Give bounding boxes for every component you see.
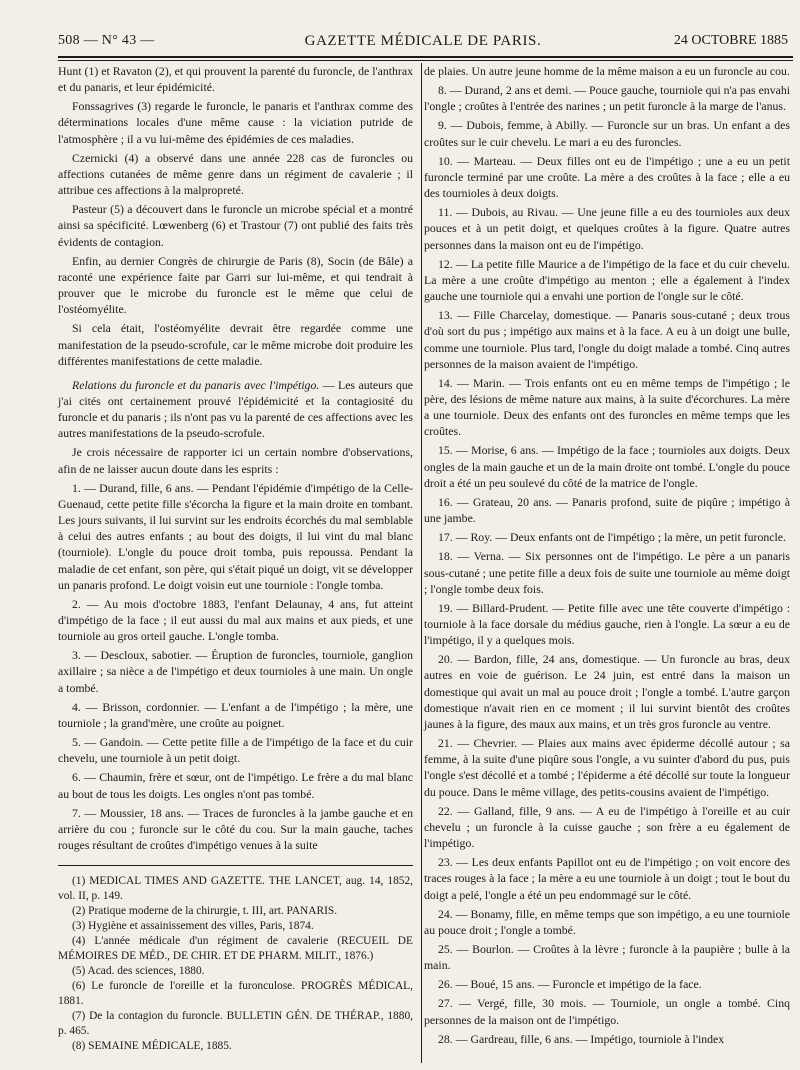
- footnote-separator: [58, 865, 413, 866]
- case-observation: 28. — Gardreau, fille, 6 ans. — Impétigo, tourniole à l'index: [438, 1031, 725, 1046]
- case-observation: 22. — Galland, fille, 9 ans. — A eu de l'impétigo à l'oreille et au cuir chevelu ; un furoncle à la cuisse gauche ; son frère a eu également de l'impétigo.: [424, 803, 790, 851]
- case-observation: 10. — Marteau. — Deux filles ont eu de l'impétigo ; une a eu un petit furoncle terminé par une croûte. La mère a des croûtes à la face ; elle a eu des tournioles à deux doigts.: [424, 153, 790, 201]
- case-observation: 17. — Roy. — Deux enfants ont de l'impétigo ; la mère, un petit furoncle.: [438, 530, 786, 545]
- issue-date: 24 OCTOBRE 1885: [673, 33, 788, 48]
- case-observation: 11. — Dubois, au Rivau. — Une jeune fille a eu des tournioles aux deux pouces et à un petit doigt, et quelques croûtes à la figure. Quatre autres personnes dans la maison ont eu de l'impétigo.: [424, 205, 790, 252]
- column-divider: [421, 63, 422, 1063]
- case-observation: 9. — Dubois, femme, à Abilly. — Furoncle sur un bras. Un enfant a des croûtes sur le cuir chevelu. Le mari a eu des furoncles.: [424, 118, 790, 149]
- case-observation: 18. — Verna. — Six personnes ont de l'impétigo. Le père a un panaris sous-cutané ; une petite fille a deux fois de suite une tourniole au même doigt ; l'ongle tombe deux fois.: [424, 549, 790, 596]
- case-observation: 8. — Durand, 2 ans et demi. — Pouce gauche, tourniole qui n'a pas envahi l'ongle ; croûtes à l'entrée des narines ; un petit furoncle à la marge de l'anus.: [424, 83, 791, 114]
- paragraph: Pasteur (5) a découvert dans le furoncle un microbe spécial et a montré ainsi sa spécificité. Lœwenberg (6) et Trastour (7) ont publié des faits très évidents de contagion.: [58, 202, 413, 249]
- page-number-issue: 508 — N° 43 —: [58, 33, 155, 48]
- footnote: (1) MEDICAL TIMES AND GAZETTE. THE LANCET, aug. 14, 1852, vol. II, p. 149.: [58, 875, 413, 903]
- case-observation: 3. — Descloux, sabotier. — Éruption de furoncles, tourniole, ganglion axillaire ; sa nièce a de l'impétigo et deux tournioles à une main. Un ongle a tombé.: [58, 648, 413, 695]
- intro-paragraph: Je crois nécessaire de rapporter ici un certain nombre d'observations, afin de ne laisser aucun doute dans les esprits :: [58, 445, 413, 476]
- case-observation: 21. — Chevrier. — Plaies aux mains avec épiderme décollé autour ; sa femme, à la suite d'une piqûre sous l'ongle, a vu suinter d'abord du pus, puis l'ongle s'est décollé et a tombé ; l'épiderme a été décollé sur toute la longueur du pouce. Dans le même village, des petits-cousins avaient de l'impétigo.: [424, 736, 790, 799]
- footnote: (5) Acad. des sciences, 1880.: [72, 965, 205, 978]
- case-observation: 6. — Chaumin, frère et sœur, ont de l'impétigo. Le frère a du mal blanc au bout de tous les doigts. Les ongles n'ont pas tombé.: [58, 770, 413, 801]
- footnote: (4) L'année médicale d'un régiment de cavalerie (RECUEIL DE MÉMOIRES DE MÉD., DE CHIR. ET DE PHARM. MILIT., 1876.): [58, 935, 413, 963]
- case-observation: 7. — Moussier, 18 ans. — Traces de furoncles à la jambe gauche et en arrière du cou ; furoncle sur le côté du cou. Sur la main gauche, taches rouges résultant de croûtes d'impétigo venues à la suite: [58, 805, 413, 853]
- left-column: [58, 63, 413, 1063]
- footnotes: [58, 874, 413, 1054]
- case-observation: 24. — Bonamy, fille, en même temps que son impétigo, a eu une tourniole au pouce droit ; l'ongle a tombé.: [424, 906, 790, 937]
- case-observation: 19. — Billard-Prudent. — Petite fille avec une tête couverte d'impétigo : tourniole à la face dorsale du médius gauche, rien à l'ongle. La sœur a eu de l'impétigo, il y a quelques mois.: [424, 600, 790, 648]
- case-observation: 20. — Bardon, fille, 24 ans, domestique. — Un furoncle au bras, deux autres en voie de guérison. Le 24 juin, est entré dans la maison un domestique qui avait un mal au pouce droit ; l'ongle a tombé. L'autre garçon domestique n'avait rien en ce moment ; il lui survint bientôt des croûtes jaunes à la figure, des maux aux mains, et un très gros furoncle au ventre.: [424, 652, 790, 731]
- case-observation: 23. — Les deux enfants Papillot ont eu de l'impétigo ; on voit encore des traces rouges à la face ; la mère a eu une tourniole à un doigt ; tout le bout du doigt a pelé, l'ongle a été un peu endommagé sur le côté.: [424, 855, 790, 902]
- case-observation: 12. — La petite fille Maurice a de l'impétigo de la face et du cuir chevelu. La mère a une croûte d'impétigo au menton ; elle a également à l'index gauche une tourniole qui a envahi une portion de l'ongle sur le côté.: [424, 256, 790, 304]
- footnote: (3) Hygiène et assainissement des villes, Paris, 1874.: [72, 920, 314, 933]
- paragraph-continued: de plaies. Un autre jeune homme de la même maison a eu un furoncle au cou.: [424, 64, 790, 78]
- case-observation: 1. — Durand, fille, 6 ans. — Pendant l'épidémie d'impétigo de la Celle-Guenaud, cette petite fille s'écorcha la figure et la main droite en tombant. Les jours suivants, il lui survint sur les endroits écorchés du mal semblable à celui des autres enfants ; au bout des doigts, il lui vint du mal blanc (tourniole). L'ongle du pouce droit tomba, puis repoussa. Pendant la maladie de cet enfant, son père, qui s'était piqué un doigt, vit se développer un panaris profond. Le doigt voisin eut une tourniole : l'ongle tomba.: [58, 480, 413, 592]
- section-text: — Les auteurs que j'ai cités ont certainement prouvé l'épidémicité et la contagiosité du furoncle et du panaris ; ils n'ont pas vu la parenté de ces affections avec les autres manifestations de la pseudo-scrofule.: [58, 377, 413, 441]
- section-title: Relations du furoncle et du panaris avec l'impétigo.: [72, 377, 320, 392]
- case-observation: 15. — Morise, 6 ans. — Impétigo de la face ; tournioles aux doigts. Deux ongles de la main gauche et un de la main droite ont tombé. L'ongle du pouce droit a été un peu soulevé du côté de la matrice de l'ongle.: [424, 443, 790, 490]
- footnote: (8) SEMAINE MÉDICALE, 1885.: [72, 1040, 232, 1053]
- case-observation: 4. — Brisson, cordonnier. — L'enfant a de l'impétigo ; la mère, une tourniole ; la grand'mère, une croûte au poignet.: [58, 699, 413, 730]
- right-column: [424, 63, 790, 1063]
- header-rule-thick: [58, 56, 793, 58]
- case-observation: 27. — Vergé, fille, 30 mois. — Tourniole, un ongle a tombé. Cinq personnes de la maison ont de l'impétigo.: [424, 996, 790, 1027]
- case-observation: 16. — Grateau, 20 ans. — Panaris profond, suite de piqûre ; impétigo à une jambe.: [424, 494, 790, 526]
- paragraph: Enfin, au dernier Congrès de chirurgie de Paris (8), Socin (de Bâle) a raconté une expérience faite par Garri sur lui-même, et qui tendrait à prouver que le microbe du furoncle est le même que celui de l'ostéomyélite.: [58, 253, 413, 317]
- case-observation: 14. — Marin. — Trois enfants ont eu en même temps de l'impétigo ; le père, des lésions de même nature aux mains, à la suite d'écorchures. La mère a une tourniole. Deux des enfants ont des furoncles en même temps que les croûtes.: [424, 375, 790, 439]
- footnote: (6) Le furoncle de l'oreille et la furonculose. PROGRÈS MÉDICAL, 1881.: [58, 980, 413, 1008]
- page-header: [58, 33, 788, 53]
- header-rule-thin: [58, 60, 793, 61]
- paragraph: Fonssagrives (3) regarde le furoncle, le panaris et l'anthrax comme des déterminations locales d'une même cause : la viciation putride de l'atmosphère ; il a vu lui-même des épidémies de ces maladies.: [58, 99, 413, 146]
- case-observation: 5. — Gandoin. — Cette petite fille a de l'impétigo de la face et du cuir chevelu, une tourniole à un petit doigt.: [58, 735, 413, 766]
- footnote: (2) Pratique moderne de la chirurgie, t. III, art. PANARIS.: [72, 905, 338, 918]
- case-observation: 25. — Bourlon. — Croûtes à la lèvre ; furoncle à la paupière ; bulle à la main.: [424, 941, 790, 973]
- case-observation: 2. — Au mois d'octobre 1883, l'enfant Delaunay, 4 ans, fut atteint d'impétigo de la face ; il eut aussi du mal aux mains et aux pieds, et une tourniole au gros orteil gauche. L'ongle tomba.: [58, 596, 413, 644]
- journal-title: GAZETTE MÉDICALE DE PARIS.: [304, 33, 542, 49]
- footnote: (7) De la contagion du furoncle. BULLETIN GÉN. DE THÉRAP., 1880, p. 465.: [58, 1010, 413, 1038]
- section-paragraph: [58, 377, 413, 442]
- case-observation: 26. — Boué, 15 ans. — Furoncle et impétigo de la face.: [438, 977, 702, 992]
- paragraph: Hunt (1) et Ravaton (2), et qui prouvent la parenté du furoncle, de l'anthrax et du panaris, et leur épidémicité.: [58, 64, 413, 95]
- paragraph: Czernicki (4) a observé dans une année 228 cas de furoncles ou affections cutanées de même genre dans un régiment de cavalerie ; il attribue ces affections à la malpropreté.: [58, 150, 413, 198]
- case-observation: 13. — Fille Charcelay, domestique. — Panaris sous-cutané ; deux trous d'où sort du pus ; impétigo aux mains et à la face. A eu à un doigt une bulle, comme une tourniole. Plus tard, l'ongle du doigt malade a tombé. Cinq autres personnes de la maison avaient de l'impétigo.: [424, 308, 790, 371]
- paragraph: Si cela était, l'ostéomyélite devrait être regardée comme une manifestation de la pseudo-scrofule, car le même microbe doit produire les différentes manifestations de cette maladie.: [58, 321, 413, 368]
